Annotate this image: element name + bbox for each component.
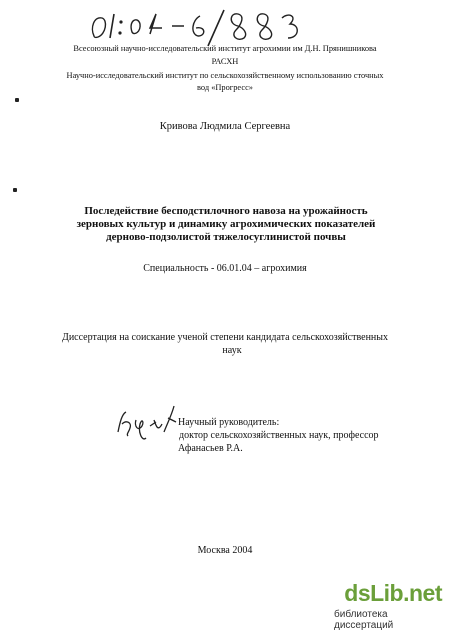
header-line-1: Всесоюзный научно-исследовательский институт агрохимии им Д.Н. Прянишникова [73, 44, 377, 53]
author-name: Кривова Людмила Сергеевна [159, 121, 291, 132]
supervisor-degree: доктор сельскохозяйственных наук, профессор [179, 430, 379, 441]
specialty: Специальность - 06.01.04 – агрохимия [143, 263, 307, 274]
dissertation-line-1: Диссертация на соискание ученой степени кандидата сельскохозяйственных [62, 332, 389, 343]
supervisor-label: Научный руководитель: [178, 417, 280, 428]
header-line-2: РАСХН [211, 57, 239, 66]
scan-dot [15, 98, 19, 102]
supervisor-block [178, 416, 379, 455]
handwritten-signature [112, 402, 182, 444]
dslib-tagline: библиотека диссертаций [334, 609, 394, 631]
header-line-3: Научно-исследовательский институт по сельскохозяйственному использованию сточных [66, 71, 384, 80]
scan-dot [13, 188, 17, 192]
title-line-2: зерновых культур и динамику агрохимических показателей [76, 218, 376, 230]
supervisor-name: Афанасьев Р.А. [178, 443, 243, 454]
city-year: Москва 2004 [197, 545, 253, 556]
handwritten-code [88, 6, 318, 48]
dissertation-title [40, 205, 412, 244]
dissertation-statement [62, 331, 402, 357]
title-line-1: Последействие бесподстилочного навоза на урожайность [84, 205, 368, 217]
title-line-3: дерново-подзолистой тяжелосуглинистой почвы [106, 231, 346, 243]
dissertation-line-2: наук [222, 345, 242, 356]
header-line-4: вод «Прогресс» [197, 83, 253, 92]
dslib-watermark[interactable] [334, 577, 446, 631]
dslib-logo[interactable]: dsLib.net [344, 580, 442, 606]
